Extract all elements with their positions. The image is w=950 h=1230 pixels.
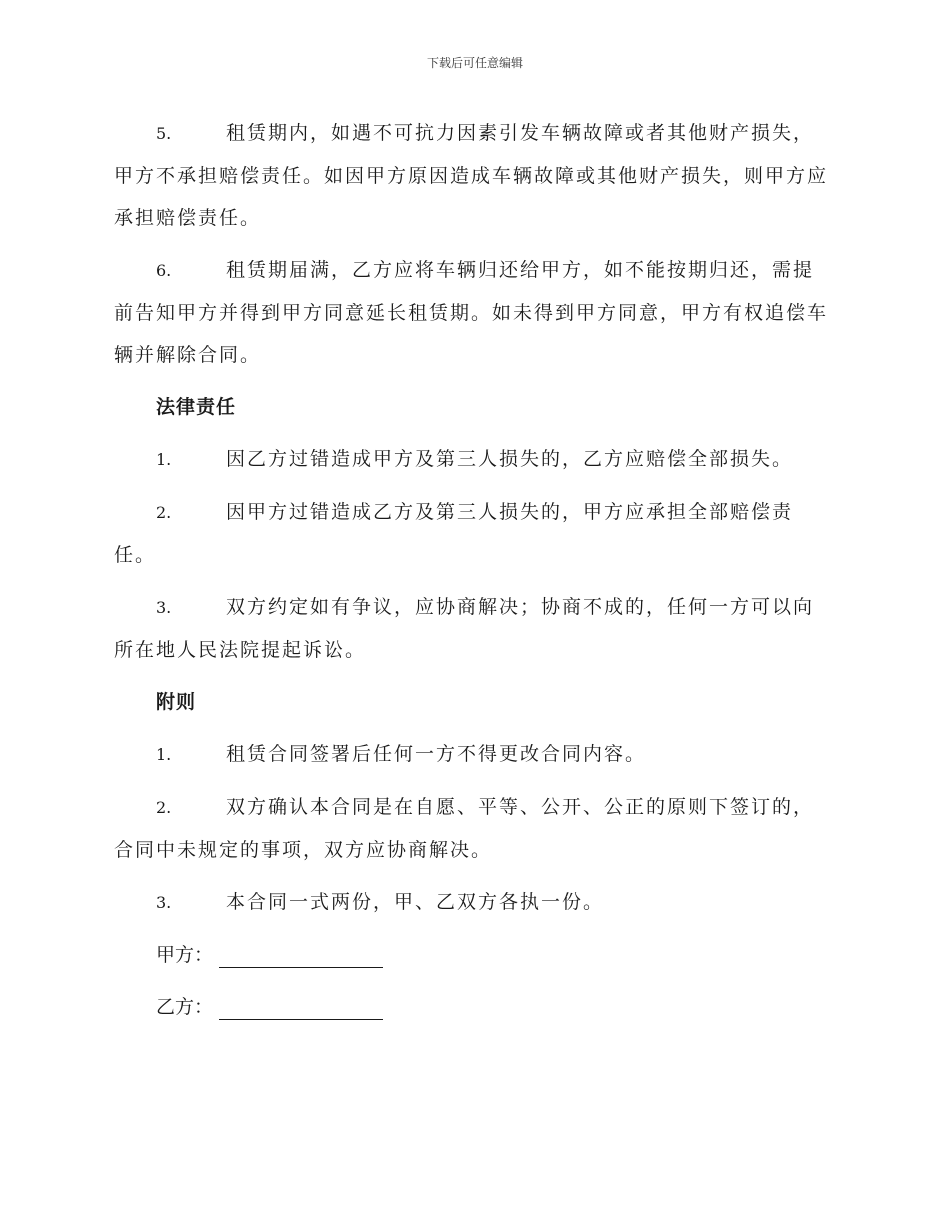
document-body [114,112,834,1038]
signature-label: 乙方： [156,996,214,1018]
clause [114,249,834,376]
section-heading-legal: 法律责任 [156,396,237,418]
clause [114,112,834,239]
clause-number: 2. [156,798,172,817]
clause-text: 因乙方过错造成甲方及第三人损失的，乙方应赔偿全部损失。 [226,448,794,470]
signature-party-a [156,934,834,976]
clause-text: 本合同一式两份，甲、乙双方各执一份。 [226,891,605,913]
signature-line[interactable] [219,995,383,1020]
clause-number: 3. [156,893,172,912]
section-heading-appendix: 附则 [156,691,197,713]
clause-text: 租赁期届满，乙方应将车辆归还给甲方，如不能按期归还，需提前告知甲方并得到甲方同意延长租赁期。如未得到甲方同意，甲方有权追偿车辆并解除合同。 [114,259,829,366]
clause-number: 1. [156,450,172,469]
page-header: 下载后可任意编辑 [426,56,523,70]
clause [114,881,834,924]
clause [114,491,834,576]
clause [114,733,834,776]
clause-text: 双方确认本合同是在自愿、平等、公开、公正的原则下签订的，合同中未规定的事项，双方应协商解决。 [114,796,815,861]
clause-number: 2. [156,503,172,522]
clause [114,438,834,481]
clause [114,786,834,871]
clause-text: 租赁期内，如遇不可抗力因素引发车辆故障或者其他财产损失，甲方不承担赔偿责任。如因甲方原因造成车辆故障或其他财产损失，则甲方应承担赔偿责任。 [114,122,829,229]
clause-text: 双方约定如有争议，应协商解决；协商不成的，任何一方可以向所在地人民法院提起诉讼。 [114,596,815,661]
clause-number: 6. [156,261,172,280]
clause [114,586,834,671]
signature-label: 甲方： [156,944,214,966]
clause-number: 3. [156,598,172,617]
signature-party-b [156,986,834,1028]
clause-text: 租赁合同签署后任何一方不得更改合同内容。 [226,743,647,765]
signature-line[interactable] [219,943,383,968]
clause-number: 5. [156,124,172,143]
clause-text: 因甲方过错造成乙方及第三人损失的，甲方应承担全部赔偿责任。 [114,501,794,566]
clause-number: 1. [156,745,172,764]
